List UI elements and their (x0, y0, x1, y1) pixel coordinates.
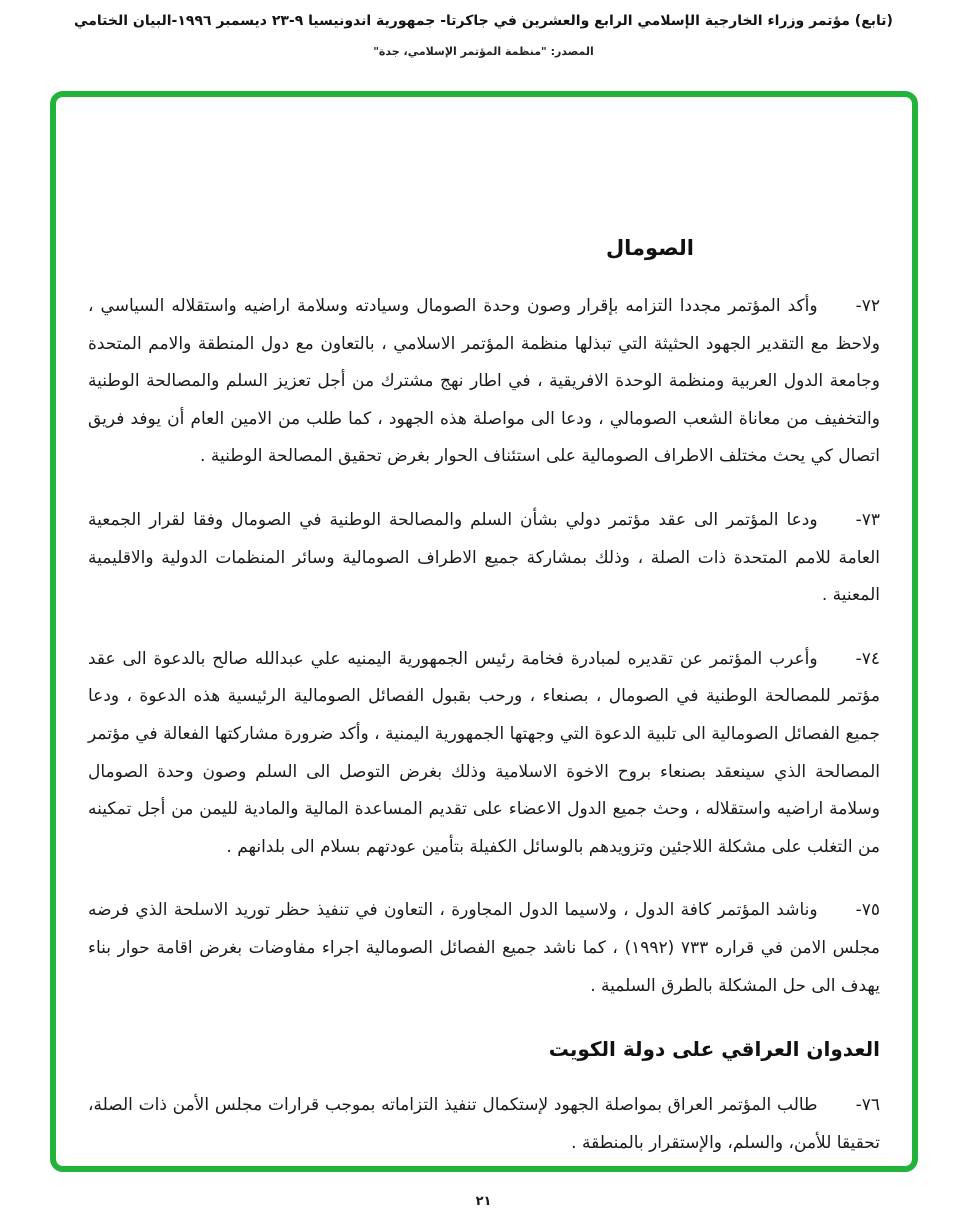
paragraph-text: وأعرب المؤتمر عن تقديره لمبادرة فخامة رئيس الجمهورية اليمنيه علي عبدالله صالح بالدعوة الى عقد مؤتمر للمصالحة الوطنية في الصومال ، بصنعاء ، ورحب بقبول الفصائل الصومالية الرئيسية هذه الدعوة ، ودعا جميع الفصائل الصومالية الى تلبية الدعوة التي وجهتها الجمهورية اليمنية ، وأكد ضرورة مشاركتها الفعالة في مؤتمر المصالحة الذي سينعقد بصنعاء بروح الاخوة الاسلامية وذلك بغرض التوصل الى السلم وصون وحدة الصومال وسلامة اراضيه واستقلاله ، وحث جميع الدول الاعضاء على تقديم المساعدة المالية والمادية لليمن من أجل تمكينه من التغلب على مشكلة اللاجئين وتزويدهم بالوسائل الكفيلة بتأمين عودتهم بسلام الى بلدانهم . (88, 648, 880, 857)
page-number: ٢١ (475, 1194, 492, 1209)
header-line-1: (تابع) مؤتمر وزراء الخارجية الإسلامي الرابع والعشرين في جاكرتا- جمهورية اندونيسيا ٩-٢٣ ديسمبر ١٩٩٦-البيان الختامي (74, 13, 893, 29)
paragraph-76 (88, 1087, 880, 1162)
paragraph-text: وناشد المؤتمر كافة الدول ، ولاسيما الدول المجاورة ، التعاون في تنفيذ حظر توريد الاسلحة الذي فرضه مجلس الامن في قراره ٧٣٣ (١٩٩٢) ، كما ناشد جميع الفصائل الصومالية اجراء مفاوضات بغرض اقامة حوار بناء يهدف الى حل المشكلة بالطرق السلمية . (88, 900, 880, 996)
paragraph-number: ٧٢- (855, 296, 880, 316)
paragraph-text: ودعا المؤتمر الى عقد مؤتمر دولي بشأن السلم والمصالحة الوطنية في الصومال وفقا لقرار الجمعية العامة للامم المتحدة ذات الصلة ، وذلك بمشاركة جميع الاطراف الصومالية وسائر المنظمات الدولية والاقليمية المعنية . (88, 509, 880, 606)
paragraph-number: ٧٦- (855, 1095, 880, 1116)
paragraph-74 (88, 641, 880, 867)
paragraph-text: وأكد المؤتمر مجددا التزامه بإقرار وصون وحدة الصومال وسيادته وسلامة اراضيه واستقلاله السياسي ، ولاحظ مع التقدير الجهود الحثيثة التي تبذلها منظمة المؤتمر الاسلامي ، بالتعاون مع دول المنطقة والامم المتحدة وجامعة الدول العربية ومنظمة الوحدة الافريقية ، في اطار نهج مشترك من أجل تعزيز السلم والمصالحة الوطنية والتخفيف من معاناة الشعب الصومالي ، ودعا الى مواصلة هذه الجهود ، كما طلب من الامين العام أن يوفد فريق اتصال كي يحث مختلف الاطراف الصومالية على استئناف الحوار بغرض تحقيق المصالحة الوطنية . (88, 296, 880, 467)
paragraph-text: طالب المؤتمر العراق بمواصلة الجهود لإستكمال تنفيذ التزاماته بموجب قرارات مجلس الأمن ذات الصلة، تحقيقا للأمن، والسلم، والإستقرار بالمنطقة . (88, 1095, 880, 1153)
section-heading-somalia: الصومال (605, 236, 694, 260)
section-heading-kuwait-aggression: العدوان العراقي على دولة الكويت (548, 1037, 880, 1062)
paragraph-73 (88, 502, 880, 615)
document-body (88, 236, 880, 1162)
paragraph-75 (88, 892, 880, 1005)
paragraph-72 (88, 288, 880, 476)
paragraph-number: ٧٥- (855, 900, 880, 921)
paragraph-number: ٧٤- (855, 648, 880, 669)
header-line-2: المصدر: "منظمة المؤتمر الإسلامي، جدة" (373, 45, 594, 58)
paragraph-number: ٧٣- (855, 509, 880, 530)
